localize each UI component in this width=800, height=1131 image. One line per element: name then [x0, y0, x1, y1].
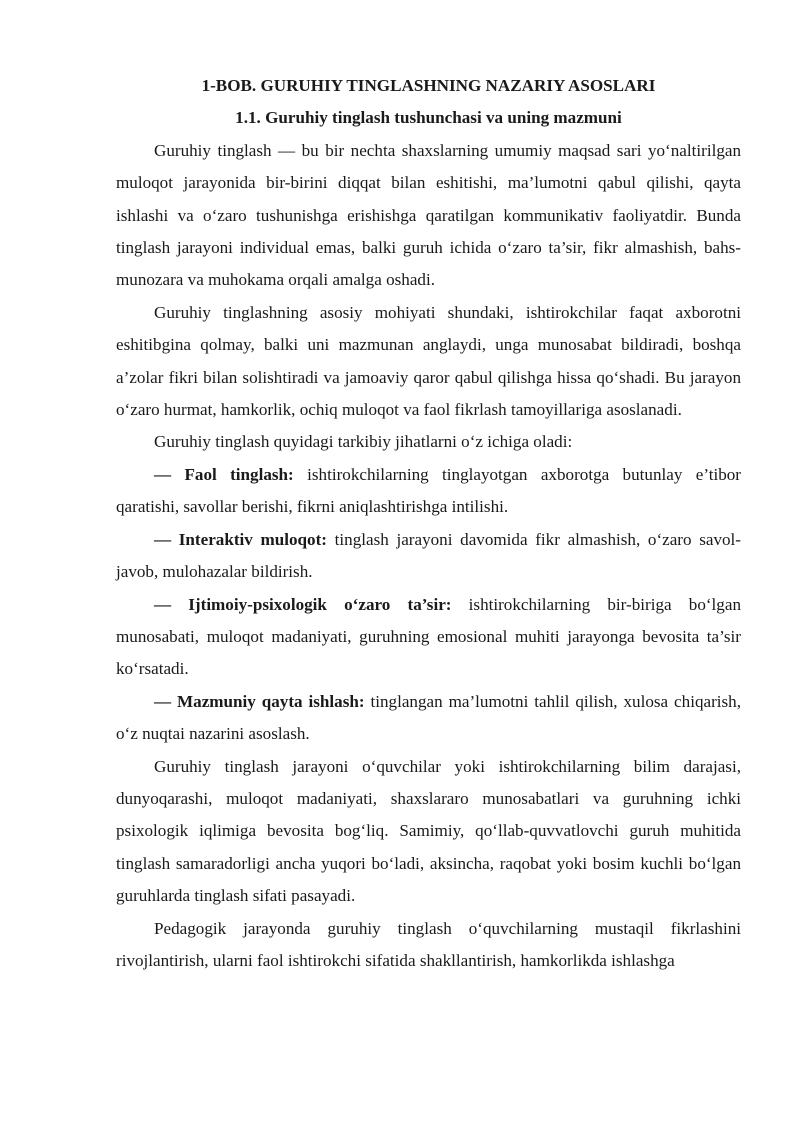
list-item-text: ishtirokchilarning tinglayotgan axborotga butunlay e’tibor qaratishi, savollar berishi, fikrni aniqlashtirishga intilishi. [116, 464, 742, 517]
paragraph-5: Pedagogik jarayonda guruhiy tinglash o‘quvchilarning mustaqil fikrlashini rivojlantirish, ularni faol ishtirokchi sifatida shakllantirish, hamkorlikda ishlashga [116, 918, 741, 970]
list-item-text: ishtirokchilarning bir-biriga bo‘lgan munosabati, muloqot madaniyati, guruhning emosional muhiti jarayonga bevosita ta’sir ko‘rsatadi. [116, 594, 741, 679]
list-item-ijtimoiy-psixologik [116, 589, 741, 686]
paragraph-3: Guruhiy tinglash quyidagi tarkibiy jihatlarni o‘z ichiga oladi: [154, 432, 573, 452]
list-item-term: — Faol tinglash: [154, 464, 294, 484]
list-item-text: tinglash jarayoni davomida fikr almashish, o‘zaro savol-javob, mulohazalar bildirish. [116, 529, 741, 582]
list-item-faol-tinglash [116, 459, 741, 524]
list-item-text: tinglangan ma’lumotni tahlil qilish, xulosa chiqarish, o‘z nuqtai nazarini asoslash. [116, 691, 741, 744]
paragraph-1: Guruhiy tinglash — bu bir nechta shaxslarning umumiy maqsad sari yo‘naltirilgan muloqot jarayonida bir-birini diqqat bilan eshitishi, ma’lumotni qabul qilishi, qayta ishlashi va o‘zaro tushunishga erishishga qaratilgan kommunikativ faoliyatdir. Bunda tinglash jarayoni individual emas, balki guruh ichida o‘zaro ta’sir, fikr almashish, bahs-munozara va muhokama orqali amalga oshadi. [116, 140, 741, 290]
chapter-title: 1-BOB. GURUHIY TINGLASHNING NAZARIY ASOSLARI [201, 76, 656, 95]
document-page [116, 70, 741, 977]
paragraph-2: Guruhiy tinglashning asosiy mohiyati shundaki, ishtirokchilar faqat axborotni eshitibgina qolmay, balki uni mazmunan anglaydi, unga munosabat bildiradi, boshqa a’zolar fikri bilan solishtiradi va jamoaviy qaror qabul qilishga hissa qo‘shadi. Bu jarayon o‘zaro hurmat, hamkorlik, ochiq muloqot va faol fikrlash tamoyillariga asoslanadi. [116, 302, 741, 420]
list-item-term: — Ijtimoiy-psixologik o‘zaro ta’sir: [154, 594, 452, 614]
list-item-mazmuniy-qayta-ishlash [116, 686, 741, 751]
section-title: 1.1. Guruhiy tinglash tushunchasi va uning mazmuni [235, 108, 622, 128]
list-item-term: — Mazmuniy qayta ishlash: [154, 691, 365, 711]
paragraph-4: Guruhiy tinglash jarayoni o‘quvchilar yoki ishtirokchilarning bilim darajasi, dunyoqarashi, muloqot madaniyati, shaxslararo munosabatlari va guruhning ichki psixologik iqlimiga bevosita bog‘liq. Samimiy, qo‘llab-quvvatlovchi guruh muhitida tinglash samaradorligi ancha yuqori bo‘ladi, aksincha, raqobat yoki bosim kuchli bo‘lgan guruhlarda tinglash sifati pasayadi. [116, 756, 741, 906]
list-item-interaktiv-muloqot [116, 524, 741, 589]
list-item-term: — Interaktiv muloqot: [154, 529, 327, 549]
